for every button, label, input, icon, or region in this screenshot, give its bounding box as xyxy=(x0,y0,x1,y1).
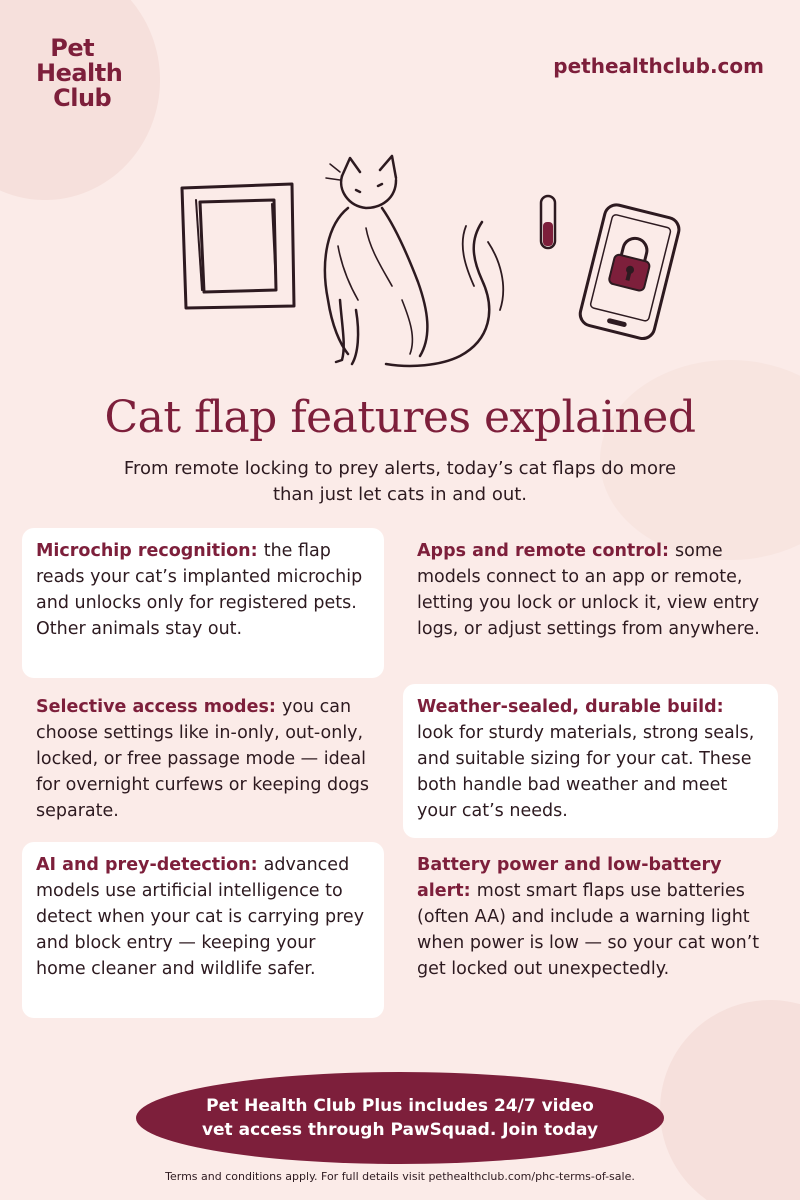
cat-flap-icon xyxy=(182,184,294,308)
feature-body: you can choose settings like in-only, out-only, locked, or free passage mode — ideal for overnight curfews or keeping dogs separate. xyxy=(36,697,370,821)
hero-illustration xyxy=(170,150,690,390)
logo-line: Pet xyxy=(50,34,95,62)
feature-card-apps xyxy=(403,528,778,678)
feature-heading: Microchip recognition: xyxy=(36,541,264,561)
feature-card-weather xyxy=(403,684,778,838)
feature-heading: AI and prey-detection: xyxy=(36,855,264,875)
feature-heading: Weather-sealed, durable build: xyxy=(417,697,724,717)
feature-card-ai-prey xyxy=(22,842,384,1018)
feature-body: advanced models use artificial intelligence to detect when your cat is carrying prey and block entry — keeping your home cleaner and wildlife safer. xyxy=(36,855,365,979)
microchip-icon xyxy=(541,196,555,248)
feature-heading: Apps and remote control: xyxy=(417,541,676,561)
phone-lock-icon xyxy=(578,202,682,341)
feature-heading: Selective access modes: xyxy=(36,697,282,717)
feature-body: most smart flaps use batteries (often AA) and include a warning light when power is low — so your cat won’t get locked out unexpectedly. xyxy=(417,881,760,979)
feature-body: look for sturdy materials, strong seals, and suitable sizing for your cat. These both handle bad weather and meet your cat’s needs. xyxy=(417,723,755,821)
feature-heading: Battery power and low-battery alert: xyxy=(417,855,722,901)
join-cta-button[interactable]: Pet Health Club Plus includes 24/7 video vet access through PawSquad. Join today xyxy=(136,1072,664,1164)
site-url-link[interactable]: pethealthclub.com xyxy=(553,54,764,78)
feature-body: the flap reads your cat’s implanted microchip and unlocks only for registered pets. Other animals stay out. xyxy=(36,541,363,639)
feature-card-microchip xyxy=(22,528,384,678)
cat-illustration xyxy=(325,156,503,366)
feature-body: some models connect to an app or remote, letting you lock or unlock it, view entry logs, or adjust settings from anywhere. xyxy=(417,541,760,639)
brand-logo[interactable] xyxy=(36,36,122,111)
feature-card-battery xyxy=(403,842,778,1018)
page-subtitle: From remote locking to prey alerts, today’s cat flaps do more than just let cats in and out. xyxy=(123,458,677,505)
logo-line: Club xyxy=(53,84,112,112)
terms-footer: Terms and conditions apply. For full details visit pethealthclub.com/phc-terms-of-sale. xyxy=(165,1170,635,1183)
page-title: Cat flap features explained xyxy=(104,392,696,443)
logo-line: Health xyxy=(36,59,123,87)
feature-card-access-modes xyxy=(22,684,384,832)
